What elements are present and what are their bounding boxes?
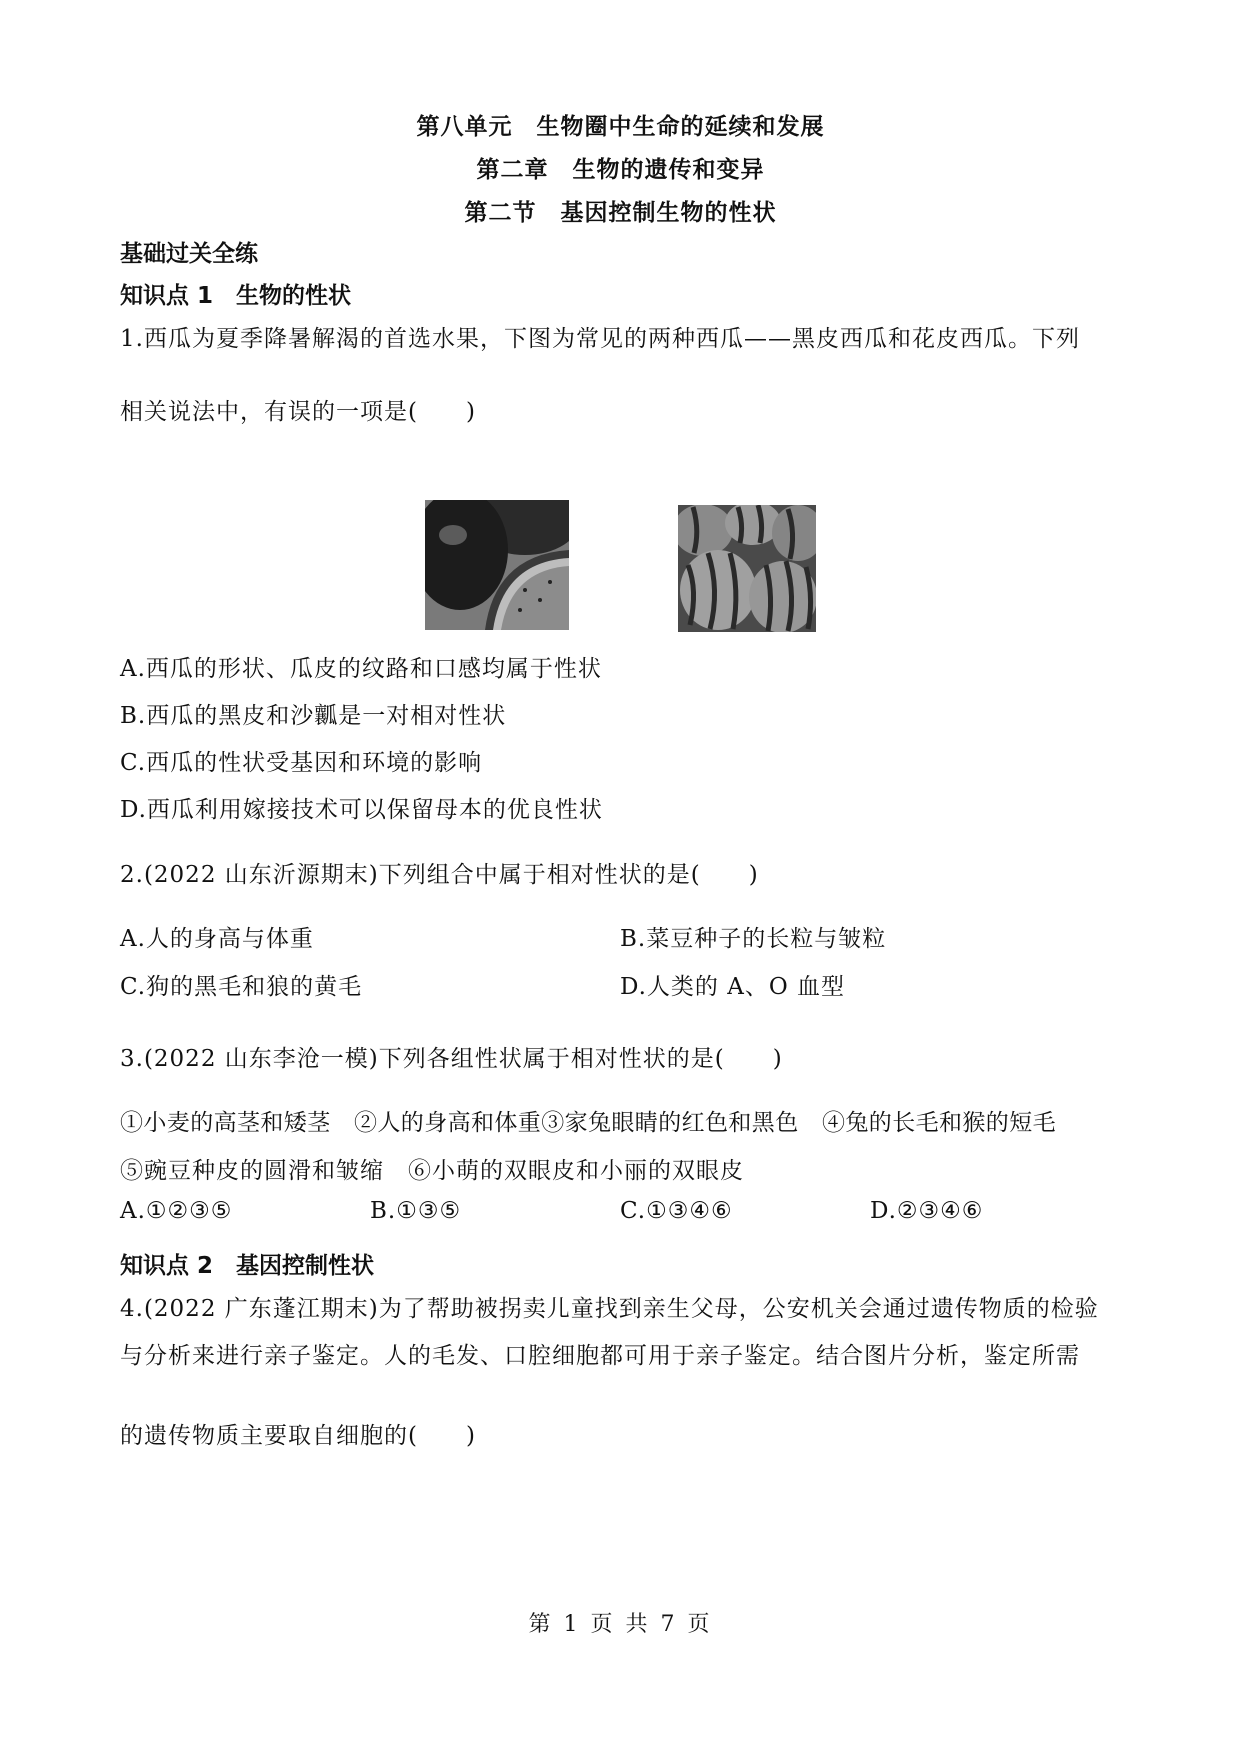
q4-stem-line2: 与分析来进行亲子鉴定。人的毛发、口腔细胞都可用于亲子鉴定。结合图片分析，鉴定所需 bbox=[120, 1343, 1080, 1369]
knowledge-point-2-header: 知识点 2 基因控制性状 bbox=[120, 1253, 375, 1279]
q2-option-a: A.人的身高与体重 bbox=[120, 926, 314, 952]
q3-items-line2: ⑤豌豆种皮的圆滑和皱缩 ⑥小萌的双眼皮和小丽的双眼皮 bbox=[120, 1158, 744, 1184]
knowledge-point-1-header: 知识点 1 生物的性状 bbox=[120, 283, 352, 309]
q3-items-line1: ①小麦的高茎和矮茎 ②人的身高和体重③家兔眼睛的红色和黑色 ④兔的长毛和猴的短毛 bbox=[120, 1110, 1056, 1136]
chapter-title: 第二章 生物的遗传和变异 bbox=[476, 157, 765, 183]
q2-option-b: B.菜豆种子的长粒与皱粒 bbox=[620, 926, 887, 952]
practice-header: 基础过关全练 bbox=[120, 241, 258, 267]
black-watermelon-photo bbox=[425, 500, 569, 630]
q3-stem: 3.(2022 山东李沧一模)下列各组性状属于相对性状的是( ) bbox=[120, 1046, 783, 1072]
q2-option-d: D.人类的 A、O 血型 bbox=[620, 974, 846, 1000]
q1-option-d: D.西瓜利用嫁接技术可以保留母本的优良性状 bbox=[120, 797, 603, 823]
page-number-footer: 第 1 页 共 7 页 bbox=[528, 1612, 713, 1637]
q3-option-b: B.①③⑤ bbox=[370, 1198, 462, 1224]
unit-title: 第八单元 生物圈中生命的延续和发展 bbox=[416, 114, 825, 140]
striped-watermelon-photo bbox=[678, 505, 816, 632]
q3-option-d: D.②③④⑥ bbox=[870, 1198, 984, 1224]
q1-option-c: C.西瓜的性状受基因和环境的影响 bbox=[120, 750, 483, 776]
q1-stem-line2: 相关说法中，有误的一项是( ) bbox=[120, 399, 476, 425]
section-title: 第二节 基因控制生物的性状 bbox=[464, 200, 777, 226]
q2-stem: 2.(2022 山东沂源期末)下列组合中属于相对性状的是( ) bbox=[120, 862, 759, 888]
q4-stem-line1: 4.(2022 广东蓬江期末)为了帮助被拐卖儿童找到亲生父母，公安机关会通过遗传物质的检验 bbox=[120, 1296, 1099, 1322]
q3-option-a: A.①②③⑤ bbox=[120, 1198, 233, 1224]
q3-option-c: C.①③④⑥ bbox=[620, 1198, 733, 1224]
q1-stem-line1: 1.西瓜为夏季降暑解渴的首选水果，下图为常见的两种西瓜——黑皮西瓜和花皮西瓜。下列 bbox=[120, 326, 1080, 352]
q4-stem-line3: 的遗传物质主要取自细胞的( ) bbox=[120, 1423, 476, 1449]
q1-option-b: B.西瓜的黑皮和沙瓤是一对相对性状 bbox=[120, 703, 507, 729]
q2-option-c: C.狗的黑毛和狼的黄毛 bbox=[120, 974, 363, 1000]
q1-option-a: A.西瓜的形状、瓜皮的纹路和口感均属于性状 bbox=[120, 656, 602, 682]
